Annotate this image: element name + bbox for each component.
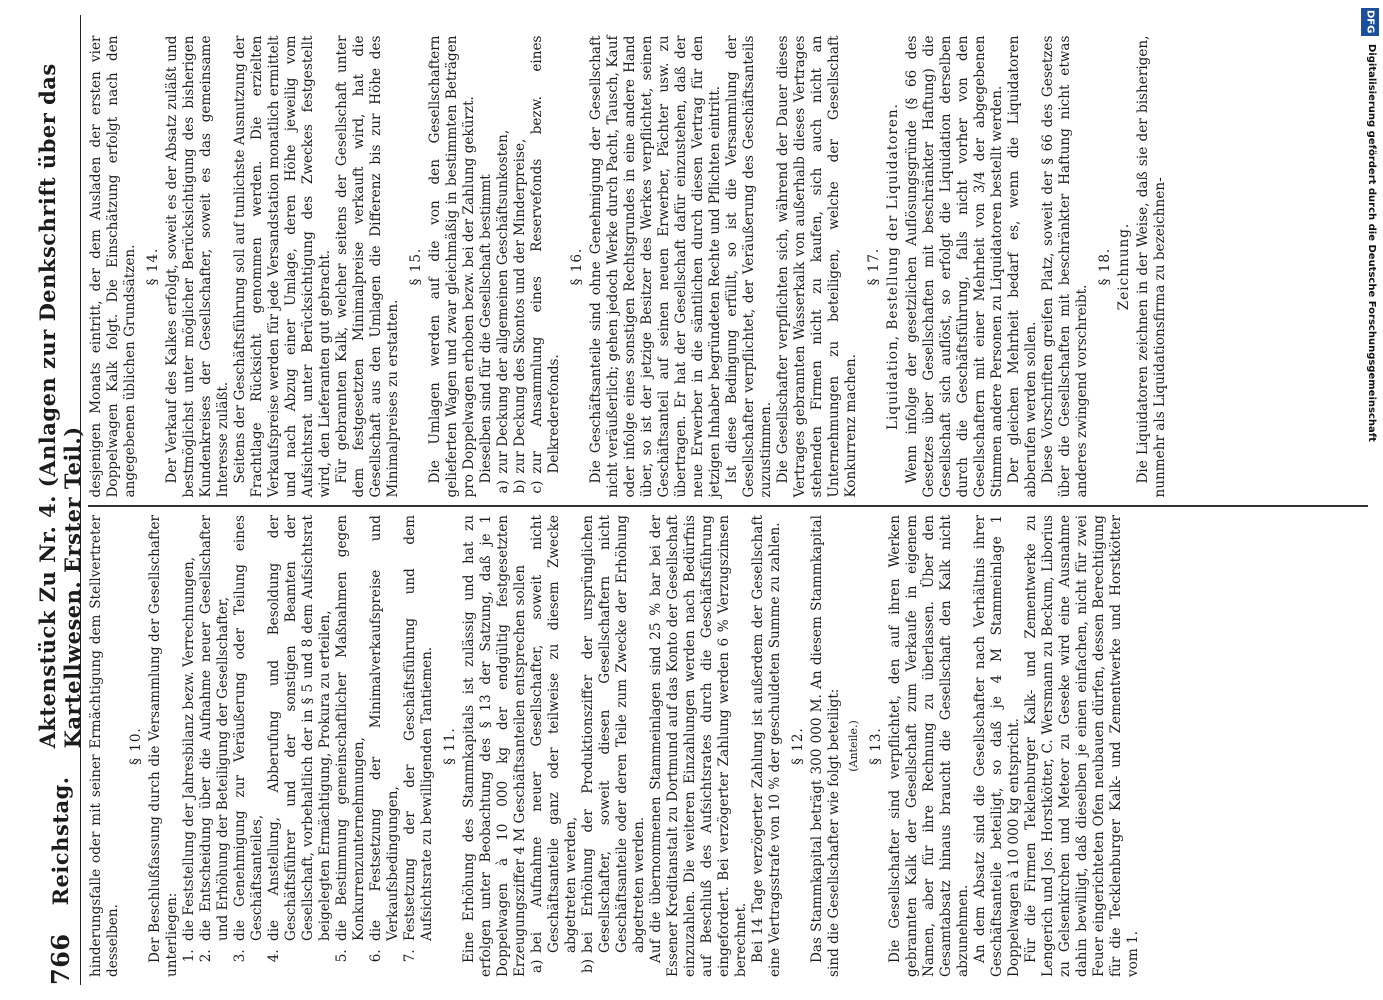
paragraph: Der gleichen Mehrheit bedarf es, wenn die Liquidatoren abberufen werden sollen. [1006,35,1039,498]
paragraph: Seitens der Geschäftsführung soll auf tunlichste Ausnutzung der Frachtlage Rücksicht genommen werden. Die erzielten Verkaufspreise werden für jede Versandstation monatlich ermittelt und nach Abzug einer Umlage, deren Höhe jeweilig vom Aufsichtsrat unter Berücksichtigung des Zweckes festgestellt wird, den Lieferanten gut gebracht. [232,35,333,498]
list-item: 4. die Anstellung, Abberufung und Besoldung der Geschäftsführer und der sonstigen Beamten der Gesellschaft, vorbehaltlich der in § 5 und 8 dem Aufsichtsrat beigelegten Ermächtigung, Prokura zu erteilen, [266,515,334,945]
section-title: Zeichnung. [1116,222,1132,311]
item-label: b) [580,958,596,973]
paragraph: desjenigen Monats eintritt, der dem Ausladen der ersten vier Doppelwagen Kalk folgt. Die Einschätzung erfolgt nach den angegebenen üblichen Grundsätzen. [88,35,138,498]
item-text: zur Deckung der allgemeinen Geschäftsunkosten, [495,129,511,474]
running-head [35,15,85,985]
paragraph: Der Verkauf des Kalkes erfolgt, soweit es der Absatz zuläßt und bestmöglichst unter möglicher Berücksichtigung des bisherigen Kundenkreises der Gesellschafter, soweit es das gemeinsame Interesse zuläßt. [164,35,231,498]
item-label: a) [529,959,545,973]
paragraph: Die Geschäftsanteile sind ohne Genehmigung der Gesellschaft nicht veräußerlich; gehen jedoch Werke durch Pacht, Tausch, Kauf oder infolge eines sonstigen Rechtsgrundes in eine andere Hand über, so ist der jetzige Besitzer des Werkes verpflichtet, seinen Geschäftsanteil auf seinen neuen Erwerber, Pächter usw. zu übertragen. Er hat der Gesellschaft dafür einzustehen, daß der neue Erwerber in die sämtlichen durch diesen Vertrag für den jetzigen Inhaber begründeten Rechte und Pflichten eintritt. [588,35,723,498]
digitization-note: Digitalisierung gefördert durch die Deutsche Forschungsgemeinschaft [1366,44,1377,442]
paragraph: Die Gesellschafter verpflichten sich, während der Dauer dieses Vertrages gebrannten Wasserkalk von außerhalb dieses Vertrages stehenden Firmen nicht zu kaufen, sich auch nicht an Unternehmungen zu beteiligen, welche der Gesellschaft Konkurrenz machen. [775,35,859,498]
paragraph: Bei 14 Tage verzögerter Zahlung ist außerdem der Gesellschaft eine Vertragsstrafe von 10 % der geschuldeten Summe zu zahlen. [750,515,783,977]
paragraph: Diese Vorschriften greifen Platz, soweit der § 66 des Gesetzes über die Gesellschaften mit beschränkter Haftung nicht etwas anderes zwingend vorschreibt. [1040,35,1090,498]
list-item: 2. die Entscheidung über die Aufnahme neuer Gesellschafter und Erhöhung der Beteiligung der Gesellschafter, [198,515,232,945]
section-heading: § 16. [569,247,585,286]
paragraph: Ist diese Bedingung erfüllt, so ist die Versammlung der Gesellschafter verpflichtet, der Veräußerung des Geschäftsanteils zuzustimmen. [724,35,774,498]
list-item: 5. die Bestimmung gemeinschaftlicher Maßnahmen gegen Konkurrenzunternehmungen, [334,515,368,945]
left-column [88,507,1368,985]
numbered-list [181,515,436,977]
list-item: 7. Festsetzung der der Geschäftsführung und dem Aufsichtsrate zu bewilligenden Tantiemen. [402,515,436,945]
paragraph: Eine Erhöhung des Stammkapitals ist zulässig und hat zu erfolgen unter Beobachtung des § 13 der Satzung, daß je 1 Doppelwagen à 10 000 kg der endgültig festgesetzten Erzeugungsziffer 4 M Geschäftsanteilen entsprechen sollen [461,515,528,977]
item-text: bei Aufnahme neuer Gesellschafter, soweit nicht Geschäftsanteile ganz oder teilweise zu diesem Zwecke abgetreten werden, [529,515,579,953]
item-text: bei Erhöhung der Produktionsziffer der ursprünglichen Gesellschafter, soweit diesen Gesellschaftern nicht Geschäftsanteile oder deren Teile zum Zwecke der Erhöhung abgetreten werden. [580,515,647,953]
dfg-logo: DFG [1361,8,1379,36]
section-heading: § 15. [408,247,424,286]
item-text: zur Ansammlung eines Reservefonds bezw. eines Delkrederefonds. [529,35,562,474]
list-item [580,515,648,973]
list-item: 6. die Festsetzung der Minimalverkaufspreise und Verkaufsbedingungen, [368,515,402,945]
right-column [88,28,1368,506]
list-item: 3. die Genehmigung zur Veräußerung oder Teilung eines Geschäftsanteiles, [232,515,266,945]
paragraph: hinderungsfalle oder mit seiner Ermächtigung dem Stellvertreter desselben. [88,515,121,977]
text-columns [88,15,1368,985]
item-text: zur Deckung des Skontos und der Minderpreise, [512,138,528,474]
section-heading: § 18. [1097,247,1113,286]
item-label: b) [512,479,528,494]
paragraph: Die Liquidatoren zeichnen in der Weise, daß sie der bisherigen, nunmehr als Liquidationsfirma zu bezeichnen- [1135,35,1168,498]
paragraph: Die Gesellschafter sind verpflichtet, den auf ihren Werken gebrannten Kalk der Gesellschaft zum Verkaufe in eigenem Namen, aber für ihre Rechnung zu überlassen. Über den Gesamtabsatz hinaus braucht die Gesellschaft den Kalk nicht abzunehmen. [887,515,971,977]
scanned-page [35,15,1380,985]
column-divider [88,506,1368,508]
item-label: c) [529,480,545,494]
header-left-title: Reichstag. [47,776,73,906]
page-number: 766 [45,933,75,985]
list-item [495,36,512,494]
list-item [529,515,580,973]
paragraph: Für die Firmen Teklenburger Kalk- und Zementwerke zu Lengerich und Jos. Horstkötter, C. Wersmann zu Beckum, Liborius zu Gelsenkirchen und Meteor zu Geseke wird eine Ausnahme dahin bewilligt, daß dieselben je einen einfachen, nicht für zwei Feuer eingerichteten Ofen neubauen dürfen, dessen Berechtigung für die Tecklenburger Kalk- und Zementwerke und Horstkötter vom 1. [1023,515,1141,977]
lettered-list [529,515,648,977]
section-heading: § 17. [866,247,882,286]
section-heading: § 13. [868,727,884,765]
lettered-list [495,36,563,498]
section-heading: § 12. [790,727,806,765]
paragraph: Auf die übernommenen Stammeinlagen sind 25 % bar bei der Essener Kreditanstalt zu Dortmund auf das Konto der Gesellschaft einzuzahlen. Die weiteren Einzahlungen werden nach Bedürfnis auf Beschluß des Aufsichtsrates durch die Geschäftsführung eingefordert. Bei verzögerter Zahlung werden 6 % Verzugszinsen berechnet. [648,515,749,977]
paragraph: An dem Absatz sind die Gesellschafter nach Verhältnis ihrer Geschäftsanteile beteiligt, so daß je 4 M Stammeinlage 1 Doppelwagen à 10 000 kg entspricht. [972,515,1022,977]
item-label: a) [495,480,511,494]
paragraph: Wenn infolge der gesetzlichen Auflösungsgründe (§ 66 des Gesetzes über Gesellschaften mit beschränkter Haftung) die Gesellschaft sich auflöst, so erfolgt die Liquidation derselben durch die Geschäftsführung, falls nicht vorher von den Gesellschaftern mit einer Mehrheit von 3/4 der abgegebenen Stimmen andere Personen zu Liquidatoren bestellt werden. [904,35,1005,498]
paragraph: Das Stammkapital beträgt 300 000 M. An diesem Stammkapital sind die Gesellschafter wie folgt beteiligt: [809,515,842,977]
section-heading: § 11. [442,727,458,765]
paragraph: Für gebrannten Kalk, welcher seitens der Gesellschaft unter dem festgesetzten Minimalpreise verkauft wird, hat die Gesellschaft aus den Umlagen die Differenz bis zur Höhe des Minimalpreises zu erstatten. [334,35,401,498]
section-heading: § 14. [145,247,161,286]
list-item: 1. die Feststellung der Jahresbilanz bezw. Verrechnungen, [181,515,198,945]
section-title: Liquidation, Bestellung der Liquidatoren. [885,103,901,430]
section-heading: § 10. [128,727,144,765]
paragraph: Dieselben sind für die Gesellschaft bestimmt [478,174,494,484]
header-right-title: Aktenstück Zu Nr. 4. (Anlagen zur Denkschrift über das Kartellwesen. Erster Teil.) [35,63,85,749]
paragraph: Die Umlagen werden auf die von den Gesellschaftern gelieferten Wagen und zwar gleichmäßig in bestimmten Beträgen pro Doppelwagen erhoben bezw. bei der Zahlung gekürzt. [427,35,477,498]
list-item [529,35,563,494]
paragraph: Der Beschlußfassung durch die Versammlung der Gesellschafter unterliegen: [147,515,180,977]
table-placeholder: (Anteile.) [847,720,860,772]
list-item [512,36,529,494]
